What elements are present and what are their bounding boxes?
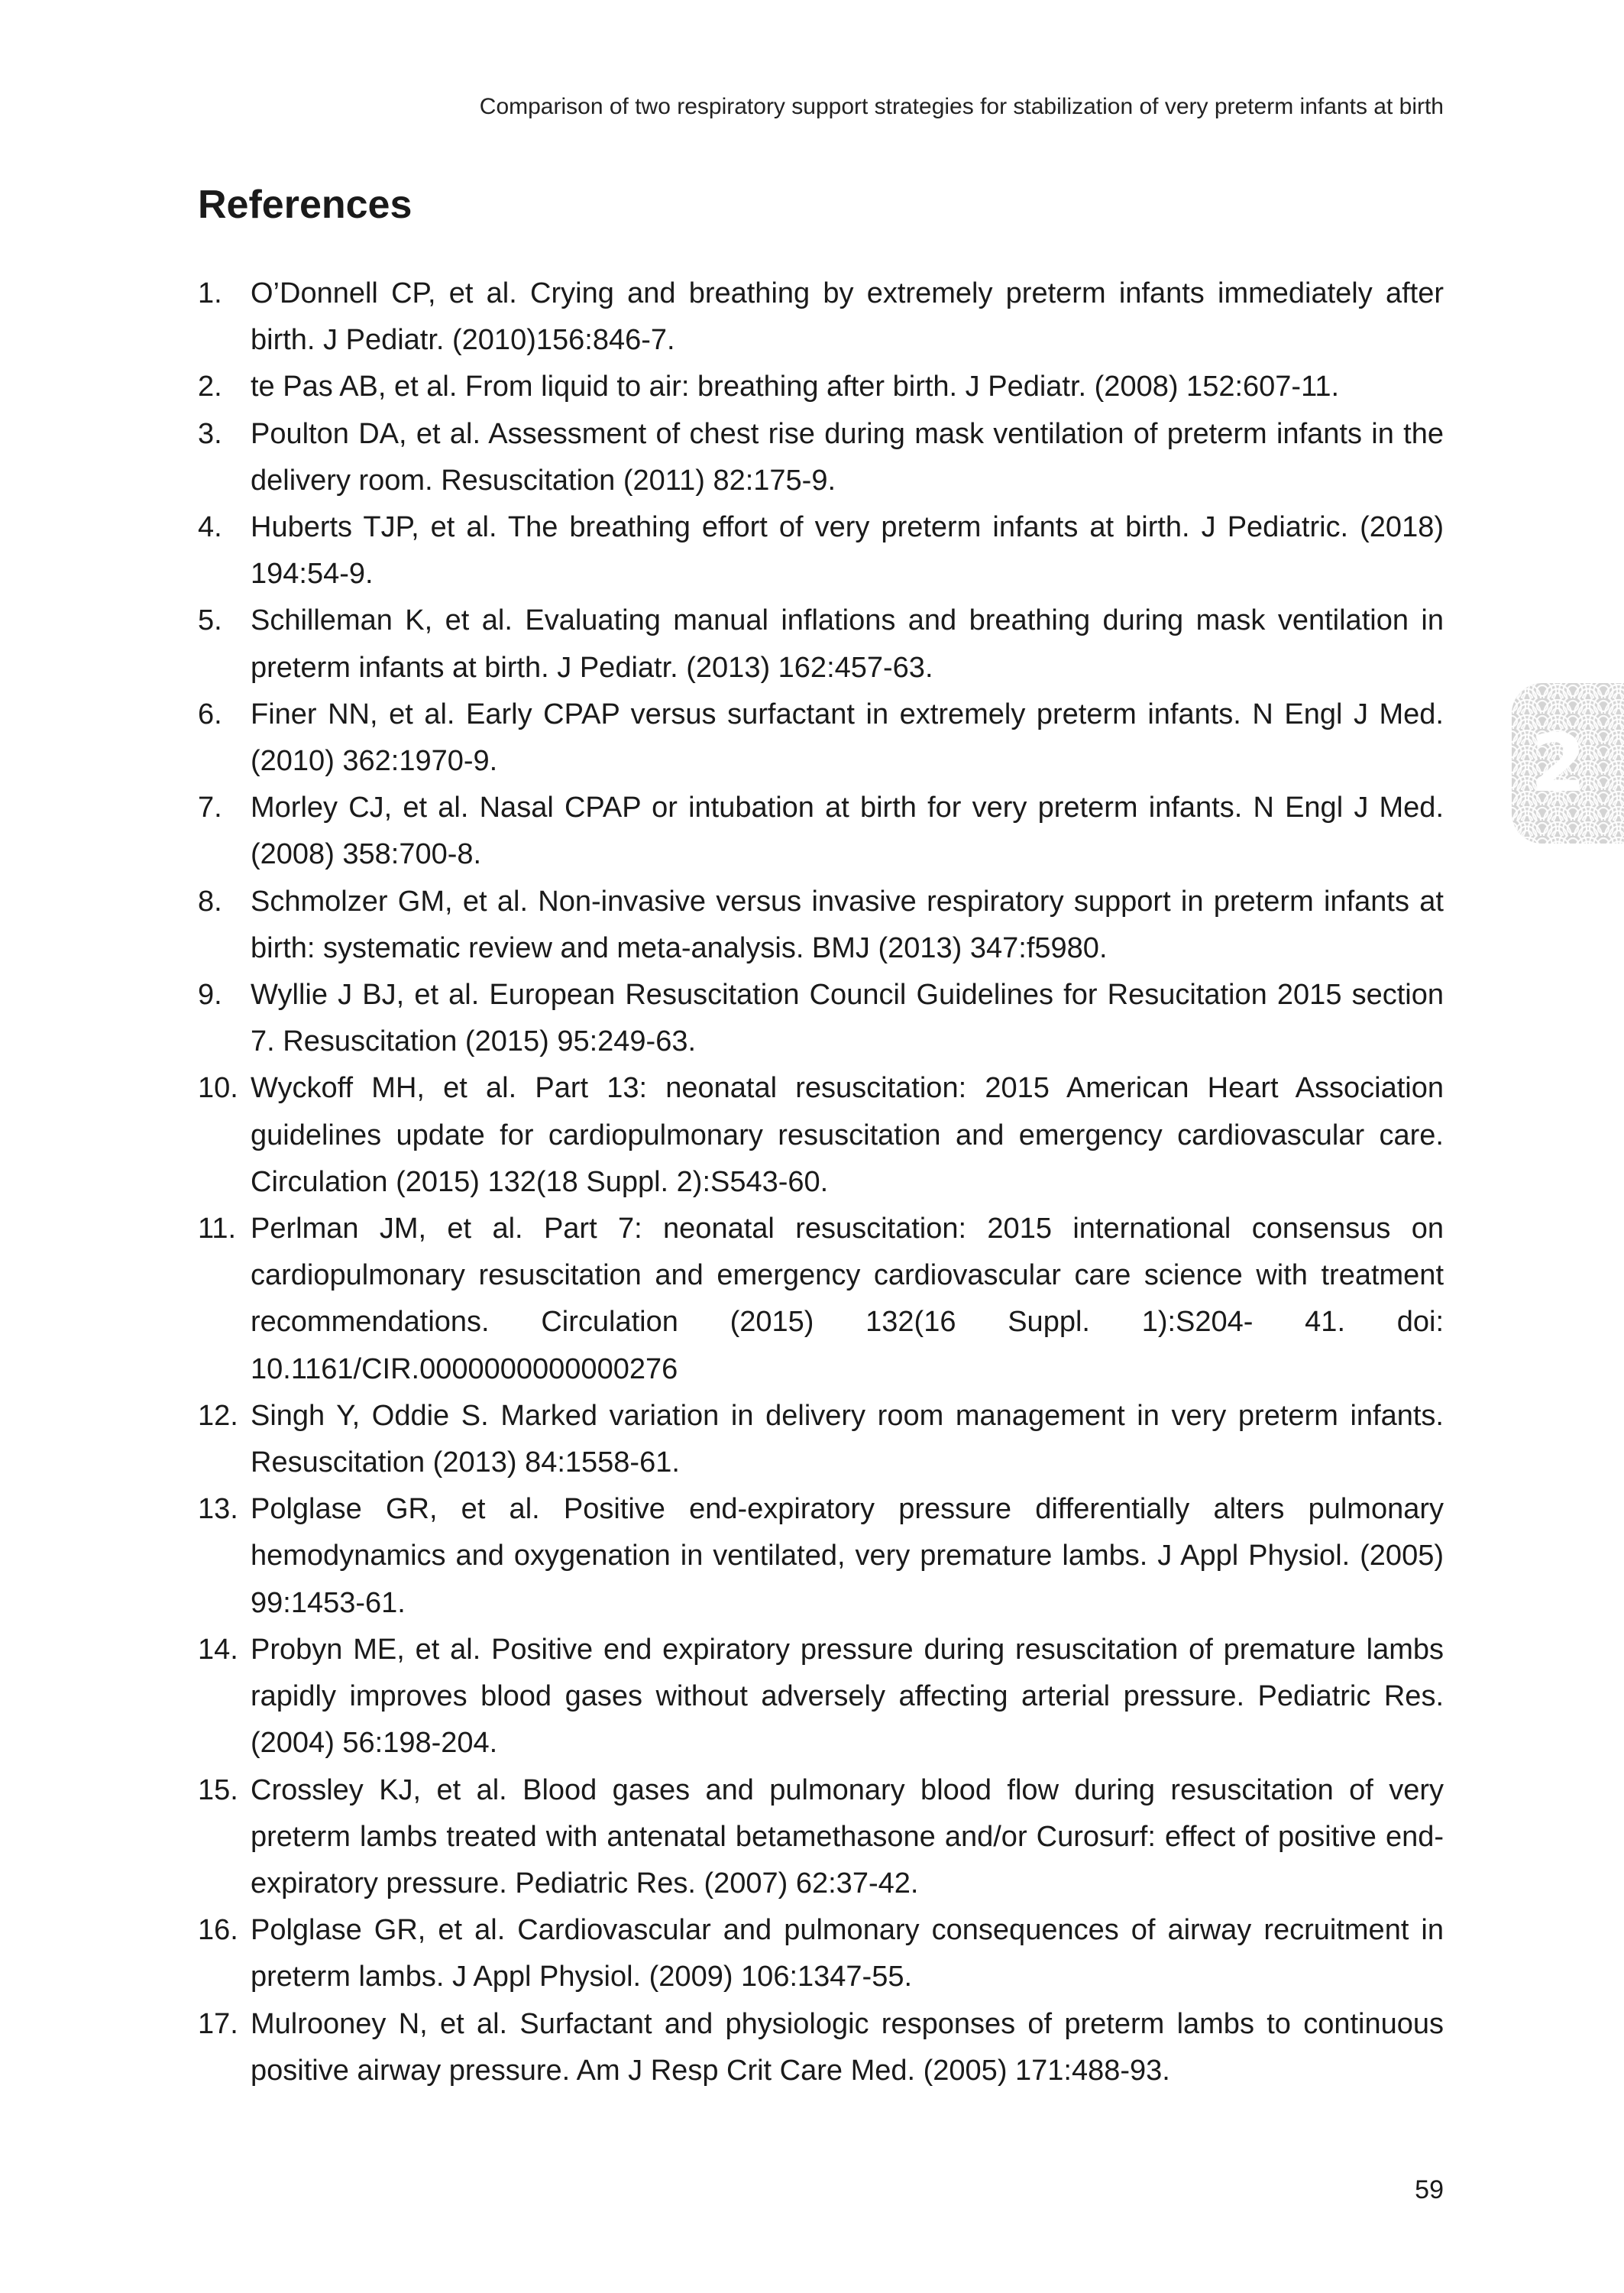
reference-item [198,1065,1444,1206]
reference-item [198,1206,1444,1393]
reference-text: Schmolzer GM, et al. Non-invasive versus invasive respiratory support in preterm infants at birth: systematic review and meta-analysis. BMJ (2013) 347:f5980. [251,885,1444,964]
reference-item [198,1907,1444,2000]
reference-text: O’Donnell CP, et al. Crying and breathing by extremely preterm infants immediately after birth. J Pediatr. (2010)156:846-7. [251,277,1444,357]
reference-text: Huberts TJP, et al. The breathing effort of very preterm infants at birth. J Pediatric. (2018) 194:54-9. [251,511,1444,591]
reference-text: Crossley KJ, et al. Blood gases and pulmonary blood flow during resuscitation of very preterm lambs treated with antenatal betamethasone and/or Curosurf: effect of positive end-expiratory pressure. Pediatric Res. (2007) 62:37-42. [251,1773,1444,1899]
chapter-tab [1512,683,1624,844]
running-header: Comparison of two respiratory support strategies for stabilization of very preterm infants at birth [479,94,1444,119]
reference-item [198,1767,1444,1908]
reference-text: Poulton DA, et al. Assessment of chest rise during mask ventilation of preterm infants in the delivery room. Resuscitation (2011) 82:175-9. [251,417,1444,497]
reference-number: 10. [198,1072,238,1105]
reference-text: Schilleman K, et al. Evaluating manual inflations and breathing during mask ventilation in preterm infants at birth. J Pediatr. (2013) 162:457-63. [251,604,1444,684]
chapter-number: 2 [1530,717,1585,810]
reference-number: 1. [198,277,222,309]
reference-text: Mulrooney N, et al. Surfactant and physiologic responses of preterm lambs to continuous positive airway pressure. Am J Resp Crit Care Med. (2005) 171:488-93. [251,2007,1444,2087]
reference-item [198,691,1444,785]
reference-number: 5. [198,604,222,637]
reference-number: 8. [198,885,222,918]
reference-item [198,411,1444,504]
reference-number: 11. [198,1213,237,1245]
reference-item [198,598,1444,691]
reference-number: 13. [198,1493,238,1526]
reference-item [198,2001,1444,2094]
reference-text: Perlman JM, et al. Part 7: neonatal resuscitation: 2015 international consensus on cardiopulmonary resuscitation and emergency cardiovascular care science with treatment recommendations. Circulation (2015) 132(16 Suppl. 1):S204- 41. doi: 10.1161/CIR.0000000000000276 [251,1213,1444,1385]
reference-text: Wyllie J BJ, et al. European Resuscitation Council Guidelines for Resucitation 2015 section 7. Resuscitation (2015) 95:249-63. [251,979,1444,1058]
reference-number: 2. [198,371,222,403]
reference-text: Finer NN, et al. Early CPAP versus surfactant in extremely preterm infants. N Engl J Med. (2010) 362:1970-9. [251,698,1444,778]
page-number: 59 [1415,2175,1444,2204]
reference-list [198,270,1444,2094]
reference-item [198,1627,1444,1767]
reference-text: Polglase GR, et al. Positive end-expiratory pressure differentially alters pulmonary hemodynamics and oxygenation in ventilated, very premature lambs. J Appl Physiol. (2005) 99:1453-61. [251,1493,1444,1619]
reference-text: Polglase GR, et al. Cardiovascular and pulmonary consequences of airway recruitment in preterm lambs. J Appl Physiol. (2009) 106:1347-55. [251,1914,1444,1993]
reference-text: Morley CJ, et al. Nasal CPAP or intubation at birth for very preterm infants. N Engl J Med. (2008) 358:700-8. [251,792,1444,871]
reference-number: 6. [198,698,222,730]
reference-item [198,270,1444,364]
reference-number: 17. [198,2007,238,2040]
reference-number: 14. [198,1633,238,1666]
reference-item [198,972,1444,1065]
reference-number: 3. [198,417,222,450]
section-heading: References [198,183,412,227]
reference-number: 12. [198,1399,238,1432]
reference-text: Probyn ME, et al. Positive end expiratory pressure during resuscitation of premature lambs rapidly improves blood gases without adversely affecting arterial pressure. Pediatric Res. (2004) 56:198-204. [251,1633,1444,1760]
reference-text: te Pas AB, et al. From liquid to air: breathing after birth. J Pediatr. (2008) 152:607-11. [251,371,1340,403]
reference-number: 16. [198,1914,238,1947]
reference-item [198,504,1444,598]
reference-item [198,1393,1444,1486]
reference-number: 4. [198,511,222,544]
reference-text: Singh Y, Oddie S. Marked variation in delivery room management in very preterm infants. Resuscitation (2013) 84:1558-61. [251,1399,1444,1479]
reference-number: 7. [198,792,222,824]
reference-item [198,879,1444,972]
reference-item [198,364,1444,410]
reference-number: 9. [198,979,222,1012]
reference-item [198,785,1444,878]
reference-number: 15. [198,1773,238,1806]
reference-text: Wyckoff MH, et al. Part 13: neonatal resuscitation: 2015 American Heart Association guidelines update for cardiopulmonary resuscitation and emergency cardiovascular care. Circulation (2015) 132(18 Suppl. 2):S543-60. [251,1072,1444,1198]
reference-item [198,1486,1444,1627]
